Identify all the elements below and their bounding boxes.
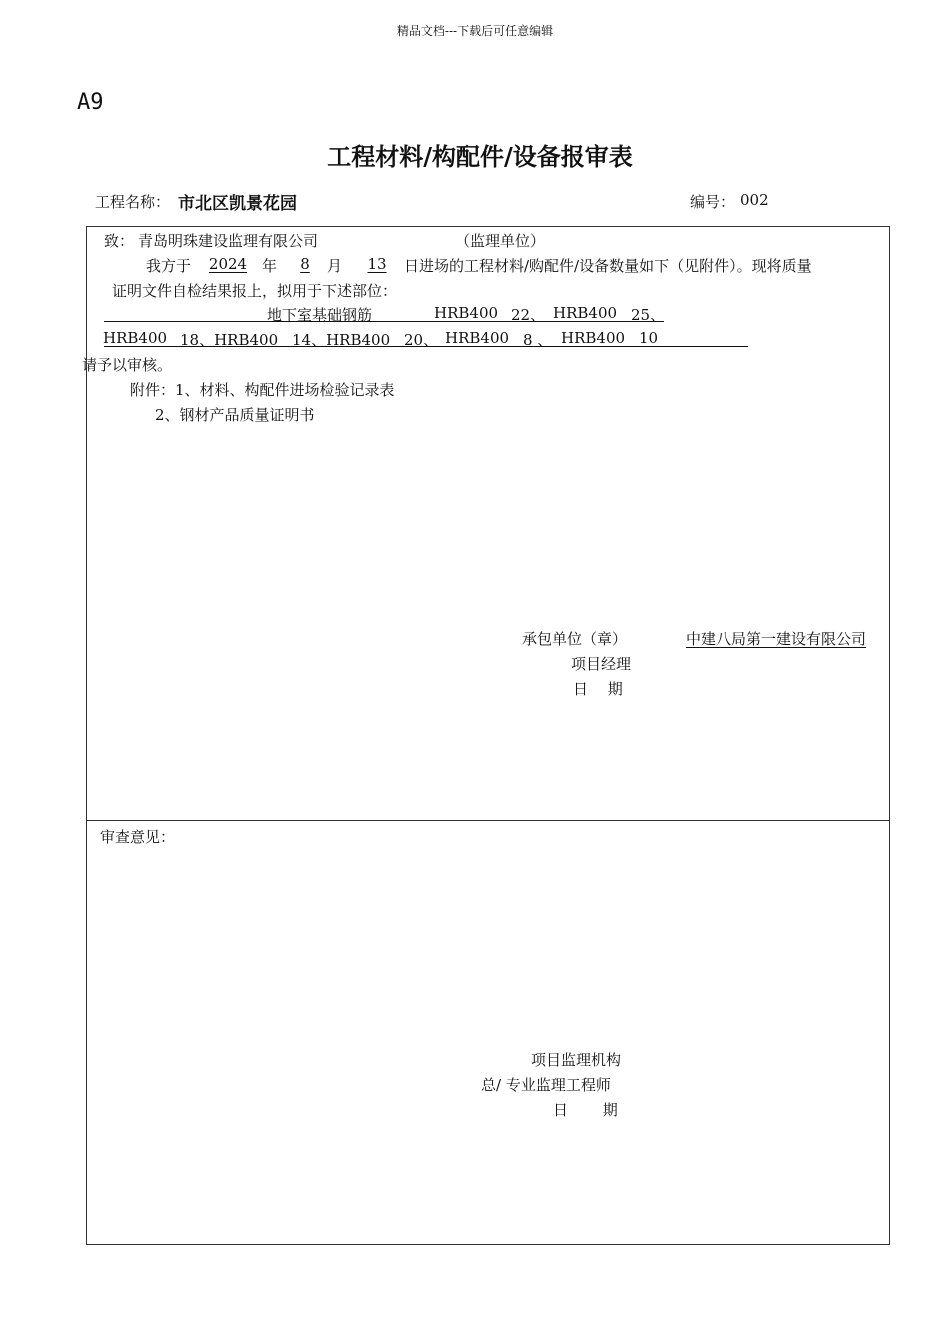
project-name-label: 工程名称：: [95, 193, 171, 211]
project-manager-label: 项目经理: [571, 655, 632, 673]
spec-item: 22、: [511, 306, 546, 324]
spec-item: 25、: [631, 306, 666, 324]
supervising-engineer-label: 总/ 专业监理工程师: [481, 1076, 611, 1094]
supervision-org-label: 项目监理机构: [531, 1051, 622, 1069]
contractor-date-label: 日 期: [573, 680, 623, 698]
project-name-value: 市北区凯景花园: [178, 194, 297, 214]
attachment-1: 附件：1、材料、构配件进场检验记录表: [130, 381, 395, 399]
spec-item: HRB400: [553, 304, 618, 322]
contractor-label: 承包单位（章）: [522, 630, 628, 648]
addressee-note: （监理单位）: [455, 232, 546, 250]
review-request: 请予以审核。: [82, 356, 173, 374]
attachment-2: 2、钢材产品质量证明书: [155, 406, 315, 424]
review-date-label: 日 期: [553, 1101, 618, 1119]
header-note: 精品文档---下载后可任意编辑: [396, 24, 554, 38]
entry-day: 13: [367, 255, 387, 273]
spec-item: 18、HRB400: [180, 331, 279, 349]
form-number-label: 编号：: [690, 193, 736, 211]
entry-month-unit: 月: [327, 257, 343, 275]
location-value: 地下室基础钢筋: [267, 306, 373, 324]
addressee-label: 致：: [104, 232, 135, 250]
spec-item: HRB400: [434, 304, 499, 322]
entry-year: 2024: [208, 255, 248, 273]
spec-item: 8 、: [523, 331, 553, 349]
entry-line-2: 证明文件自检结果报上，拟用于下述部位：: [112, 282, 398, 300]
spec-item: 20、: [404, 331, 439, 349]
form-number-value: 002: [740, 191, 769, 209]
entry-line-suffix: 日进场的工程材料/购配件/设备数量如下（见附件）。现将质量: [404, 257, 812, 275]
form-title: 工程材料/构配件/设备报审表: [327, 142, 633, 171]
entry-year-unit: 年: [262, 257, 278, 275]
document-code: A9: [77, 90, 104, 115]
section-divider: [86, 820, 890, 821]
spec-item: HRB400: [445, 329, 510, 347]
spec-item: HRB400: [103, 329, 168, 347]
entry-line-prefix: 我方于: [146, 257, 192, 275]
addressee-value: 青岛明珠建设监理有限公司: [138, 232, 319, 250]
entry-month: 8: [300, 255, 310, 273]
review-opinion-label: 审查意见：: [100, 828, 176, 846]
spec-item: HRB400: [561, 329, 626, 347]
spec-item: 14、HRB400: [292, 331, 391, 349]
contractor-value: 中建八局第一建设有限公司: [685, 630, 866, 648]
spec-item: 10: [639, 329, 659, 347]
